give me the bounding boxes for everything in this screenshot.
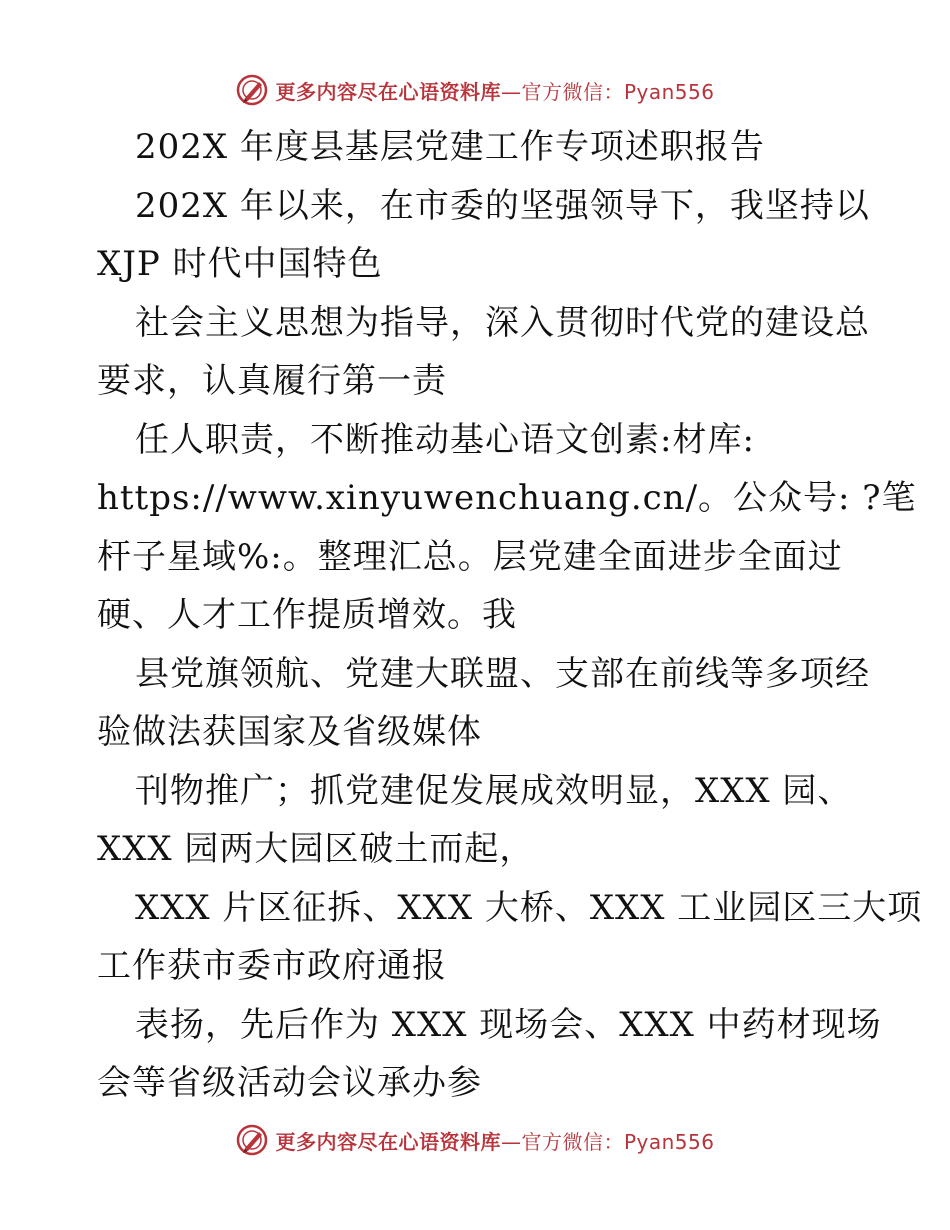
document-line: 杆子星域%:。整理汇总。层党建全面进步全面过: [97, 536, 843, 577]
header-separator: —: [500, 79, 522, 104]
document-line: 表扬，先后作为 XXX 现场会、XXX 中药材现场: [135, 1004, 882, 1045]
footer-separator: —: [500, 1129, 522, 1154]
document-line: 202X 年以来，在市委的坚强领导下，我坚持以: [135, 185, 870, 226]
footer-promo-main: 更多内容尽在心语资料库: [275, 1129, 501, 1154]
pen-logo-icon: [235, 73, 269, 107]
footer-banner: [0, 1120, 950, 1160]
footer-wechat-text: 官方微信：Pyan556: [521, 1129, 715, 1154]
document-line: 社会主义思想为指导，深入贯彻时代党的建设总: [135, 302, 870, 343]
document-line: 硬、人才工作提质增效。我: [97, 595, 517, 635]
pen-logo-icon: [235, 1123, 269, 1157]
document-body: [97, 118, 923, 1113]
header-promo-text: [275, 76, 714, 105]
document-line: XJP 时代中国特色: [97, 244, 383, 284]
document-line: 验做法获国家及省级媒体: [97, 712, 482, 752]
document-line: 工作获市委市政府通报: [97, 946, 447, 986]
footer-banner-inner: [235, 1123, 714, 1157]
document-line: 刊物推广；抓党建促发展成效明显，XXX 园、: [135, 770, 853, 811]
document-line: 县党旗领航、党建大联盟、支部在前线等多项经: [135, 653, 870, 694]
header-wechat-text: 官方微信：Pyan556: [521, 79, 715, 104]
document-line: 202X 年度县基层党建工作专项述职报告: [135, 127, 765, 167]
header-banner: [0, 70, 950, 110]
document-line: 会等省级活动会议承办参: [97, 1063, 482, 1103]
document-line: XXX 园两大园区破土而起，: [97, 829, 535, 869]
document-line: https://www.xinyuwenchuang.cn/。公众号: ?笔: [97, 478, 917, 518]
header-banner-inner: [235, 73, 714, 107]
document-line: 任人职责，不断推动基心语文创素:材库:: [135, 419, 755, 460]
document-line: XXX 片区征拆、XXX 大桥、XXX 工业园区三大项: [135, 887, 923, 928]
document-line: 要求，认真履行第一责: [97, 361, 447, 401]
footer-promo-text: [275, 1126, 714, 1155]
header-promo-main: 更多内容尽在心语资料库: [275, 79, 501, 104]
